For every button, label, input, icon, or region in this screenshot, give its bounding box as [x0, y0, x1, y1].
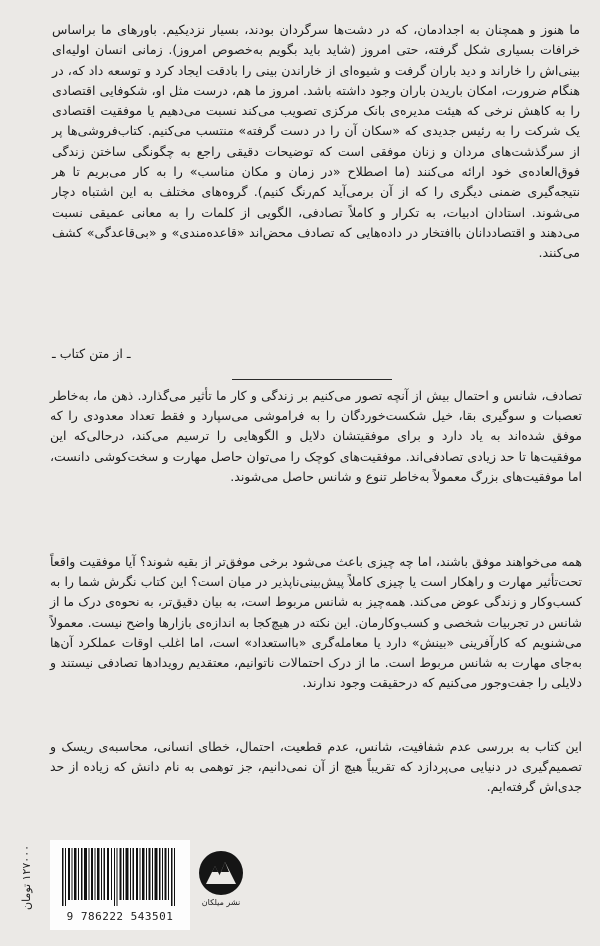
publisher-logo — [198, 850, 244, 920]
paragraph-text: این کتاب به بررسی عدم شفافیت، شانس، عدم قطعیت، احتمال، خطای انسانی، محاسبه‌ی ریسک و تصمیم‌گیری در دنیایی می‌پردازد که تقریباً هیچ از آن نمی‌دانیم، جز توهمی به نام دانش که زیاده از حد جدی‌اش گرفته‌ایم. — [50, 739, 582, 795]
excerpt-text: ما هنوز و همچنان به اجدادمان، که در دشت‌ها سرگردان بودند، بسیار نزدیکیم. باورهای ما براساس خرافات بسیاری شکل گرفته، حتی امروز (شاید باید بگویم به‌خصوص امروز). زمانی انسان اولیه‌ای بینی‌اش را خاراند و دید باران گرفت و شیوه‌ای از خاراندن بینی را بادقت ایجاد کرد و توسعه داد که، در هنگام ضرورت، امکان باریدن باران وجود داشته باشد. امروز ما هم، درست مثل او، شکوفایی اقتصادی را به کاهش نرخی که هیئت مدیره‌ی بانک مرکزی تصویب می‌کند نسبت می‌دهیم یا موفقیت اقتصادی یک شرکت را به رئیس جدیدی که «سکان آن را در دست گرفته» منتسب می‌کنیم. کتاب‌فروشی‌ها پر از سرگذشت‌های مردان و زنان موفقی است که توضیحات دقیقی راجع به چگونگی ساختن زندگی فوق‌العاده‌ی خود ارائه می‌کنند (ما اصطلاح «در زمان و مکان مناسب» را به کار می‌بریم تا هر نتیجه‌گیری ضمنی دیگری را که از آن برمی‌آید کم‌رنگ کنیم). گروه‌های مختلف به این اشتباه دچار می‌شوند. استادان ادبیات، به تکرار و کاملاً تصادفی، الگویی از کلمات را به معانی عمیقی نسبت می‌دهند و اقتصاددانان باافتخار در داده‌هایی که تصادف محض‌اند «قاعده‌مندی» و «بی‌قاعدگی» کشف می‌کنند. — [52, 22, 580, 261]
section-divider — [232, 379, 392, 380]
description-paragraph-2 — [50, 552, 582, 693]
excerpt-source: ـ از متن کتاب ـ — [52, 346, 131, 361]
mountains-icon — [198, 850, 244, 896]
price-label: ۱۲۷۰۰۰ تومان — [20, 844, 33, 910]
isbn-number: 9 786222 543501 — [66, 910, 174, 923]
paragraph-text: تصادف، شانس و احتمال بیش از آنچه تصور می‌کنیم بر زندگی و کار ما تأثیر می‌گذارد. ذهن ما، به‌خاطر تعصبات و سوگیری بقا، خیل شکست‌خوردگان را به فراموشی می‌سپارد و فقط تعداد معدودی را که موفق شده‌اند به یاد دارد و برای موفقیتشان دلایل و الگوهایی را ترسیم می‌کند، درحالی‌که این موفقیت‌ها تا حد زیادی تصادفی‌اند. موفقیت‌های کوچک را می‌توان حاصل مهارت و سخت‌کوشی دانست، اما موفقیت‌های بزرگ معمولاً به‌خاطر تنوع و شانس حاصل می‌شوند. — [50, 388, 582, 484]
publisher-name: نشر میلکان — [201, 898, 241, 907]
barcode-bars — [60, 848, 180, 906]
description-paragraph-3 — [50, 737, 582, 798]
isbn-barcode — [50, 840, 190, 930]
paragraph-text: همه می‌خواهند موفق باشند، اما چه چیزی باعث می‌شود برخی موفق‌تر از بقیه شوند؟ آیا موفقیت واقعاً تحت‌تأثیر مهارت و راهکار است یا چیزی کاملاً پیش‌بینی‌ناپذیر در میان است؟ این کتاب نگرش شما را به کسب‌وکار و زندگی عوض می‌کند. همه‌چیز به شانس مربوط است، به بیان دقیق‌تر، به نحوه‌ی درک ما از شانس در تجربیات شخصی و کسب‌وکارمان. این نکته در هیچ‌کجا به اندازه‌ی بازارها واضح نیست. معمولاً می‌شنویم که کارآفرینی «بینش» دارد یا معامله‌گری «بااستعداد» است، اما اغلب اوقات عملکرد آن‌ها به‌جای مهارت به شانس مربوط است. ما از درک احتمالات ناتوانیم، معتقدیم رویدادها تصادفی نیستند و دلایلی را جفت‌وجور می‌کنیم که درحقیقت وجود ندارند. — [50, 554, 582, 691]
description-paragraph-1 — [50, 386, 582, 487]
excerpt-quote — [52, 20, 580, 264]
